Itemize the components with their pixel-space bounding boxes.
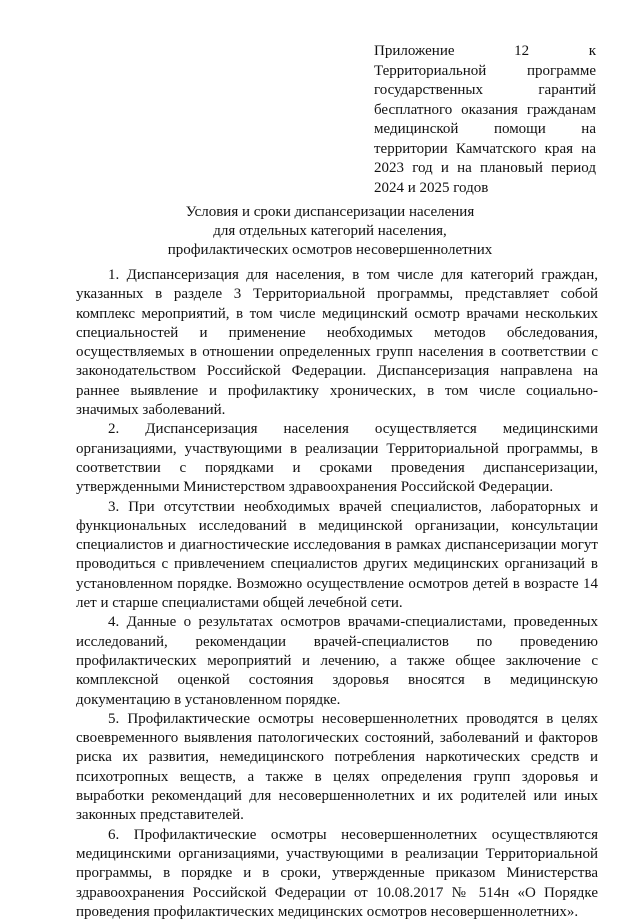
paragraph-3: 3. При отсутствии необходимых врачей специалистов, лабораторных и функциональных исследований в медицинской организации, консультации специалистов и диагностические исследования в рамках диспансеризации могут проводиться с привлечением специалистов других медицинских организаций в установленном порядке. Возможно осуществление осмотров детей в возрасте 14 лет и старше специалистами общей лечебной сети.: [76, 498, 598, 612]
paragraph-5: 5. Профилактические осмотры несовершеннолетних проводятся в целях своевременного выявления патологических состояний, заболеваний и факторов риска их развития, немедицинского потребления наркотических средств и психотропных веществ, а также в целях определения групп здоровья и выработки рекомендаций для несовершеннолетних и их родителей или иных законных представителей.: [76, 710, 598, 824]
appendix-text: Приложение 12 к Территориальной программе государственных гарантий бесплатного оказания гражданам медицинской помощи на территории Камчатского края на 2023 год и на плановый период 2024 и 2025 годов: [374, 43, 596, 196]
paragraph-2: 2. Диспансеризация населения осуществляется медицинскими организациями, участвующими в реализации Территориальной программы, в соответствии с порядками и сроками проведения диспансеризации, утвержденными Министерством здравоохранения Российской Федерации.: [76, 421, 598, 496]
title-line-2: для отдельных категорий населения,: [213, 223, 447, 239]
document-body: [76, 266, 598, 922]
document-title: [80, 203, 580, 260]
paragraph-6: 6. Профилактические осмотры несовершеннолетних осуществляются медицинскими организациями, участвующими в реализации Территориальной программы, в порядке и в сроки, утвержденные приказом Министерства здравоохранения Российской Федерации от 10.08.2017 № 514н «О Порядке проведения профилактических медицинских осмотров несовершеннолетних».: [76, 826, 598, 920]
title-line-1: Условия и сроки диспансеризации населения: [185, 204, 475, 220]
appendix-note: [374, 42, 596, 198]
paragraph-1: 1. Диспансеризация для населения, в том числе для категорий граждан, указанных в разделе 3 Территориальной программы, представляет собой комплекс мероприятий, в том числе медицинский осмотр врачами нескольких специальностей и применение необходимых методов обследования, осуществляемых в отношении определенных групп населения в соответствии с законодательством Российской Федерации. Диспансеризация направлена на раннее выявление и профилактику хронических, в том числе социально-значимых заболеваний.: [76, 267, 598, 419]
paragraph-4: 4. Данные о результатах осмотров врачами-специалистами, проведенных исследований, рекомендации врачей-специалистов по проведению профилактических мероприятий и лечению, а также общее заключение с комплексной оценкой состояния здоровья вносятся в медицинскую документацию в установленном порядке.: [76, 614, 598, 708]
title-line-3: профилактических осмотров несовершеннолетних: [167, 242, 493, 258]
